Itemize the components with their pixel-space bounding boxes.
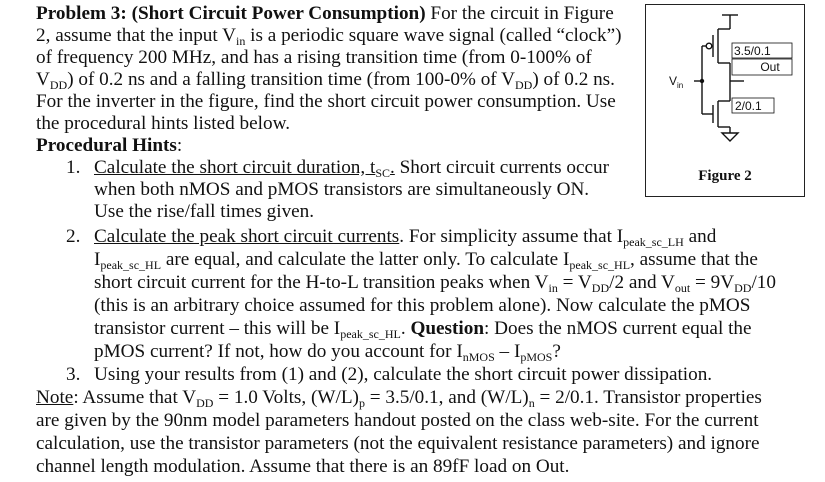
note-line-2: are given by the 90nm model parameters handout posted on the class web-site. For the current [36,410,759,431]
hints-title: Procedural Hints: [36,135,183,156]
note-label: Note [36,387,74,408]
hint-2-line-5: transistor current – this will be $I_{peak\_sc\_HL}$. Question: Does the nMOS current equal the [94,318,752,341]
note-line-1: Note: Assume that $V_{DD} = 1.0$ Volts, $(W/L)_p = 3.5/0.1$, and $(W/L)_n = 2/0.1$. Transistor properties [36,387,762,410]
hint-1-line-1: Calculate the short circuit duration, $t_{SC}$. Short circuit currents occur [94,157,610,180]
hint-1-line-2: when both nMOS and pMOS transistors are simultaneously ON. [94,179,590,200]
hint-2-line-6: pMOS current? If not, how do you account for $I_{nMOS} - I_{pMOS}$? [94,341,561,364]
note-line-4: channel length modulation. Assume that there is an 89fF load on Out. [36,456,570,477]
hint-3-text: Using your results from (1) and (2), calculate the short circuit power dissipation. [94,364,713,385]
hint-2-number: 2. [66,226,81,247]
pmos-size-label: 3.5/0.1 [734,44,771,58]
note-line-3: calculation, use the transistor parameters (not the equivalent resistance parameters) and ignore [36,433,760,454]
hint-3-number: 3. [66,364,81,385]
problem-heading: Problem 3: (Short Circuit Power Consumption) [36,3,426,24]
problem-line-1: Problem 3: (Short Circuit Power Consumption) For the circuit in Figure [36,3,614,24]
hint-2-line-1: Calculate the peak short circuit currents. For simplicity assume that $I_{peak\_sc\_LH}$ and [94,226,717,249]
nmos-size-label: 2/0.1 [735,99,762,113]
hint-2-line-2: $I_{peak\_sc\_HL}$ are equal, and calculate the latter only. To calculate $I_{peak\_sc\_HL}$, assume that the [94,249,758,272]
problem-line-3: of frequency 200 MHz, and has a rising transition time (from 0-100% of [36,47,592,68]
inverter-schematic [646,5,804,165]
hint-2-link: Calculate the peak short circuit currents [94,226,400,247]
hint-1-line-3: Use the rise/fall times given. [94,201,315,222]
ground-symbol [722,133,738,141]
input-junction-dot [700,79,704,83]
problem-line-5: For the inverter in the figure, find the short circuit power consumption. Use [36,91,616,112]
figure-caption: Figure 2 [698,168,752,184]
hint-2-line-3: short circuit current for the H-to-L transition peaks when $V_{in} = V_{DD}/2$ and $V_{out} = 9V_{DD}/10$ [94,272,776,295]
problem-line-2: 2, assume that the input $V_{in}$ is a periodic square wave signal (called “clock”) [36,25,622,48]
vin-label: $V_{in}$ [669,74,684,90]
hint-1-number: 1. [66,157,81,178]
problem-line-4: $V_{DD}$) of 0.2 ns and a falling transition time (from 100-0% of $V_{DD}$) of 0.2 ns. [36,69,615,92]
hint-1-link: Calculate the short circuit duration, $t_{SC}$. [94,157,395,180]
pmos-bubble [706,43,712,49]
hint-2-line-4: (this is an arbitrary choice assumed for this problem alone). Now calculate the pMOS [94,295,751,316]
figure-2-box [645,4,805,197]
out-label: Out [760,60,780,74]
problem-line-6: the procedural hints listed below. [36,113,290,134]
question-label: Question [410,318,485,339]
